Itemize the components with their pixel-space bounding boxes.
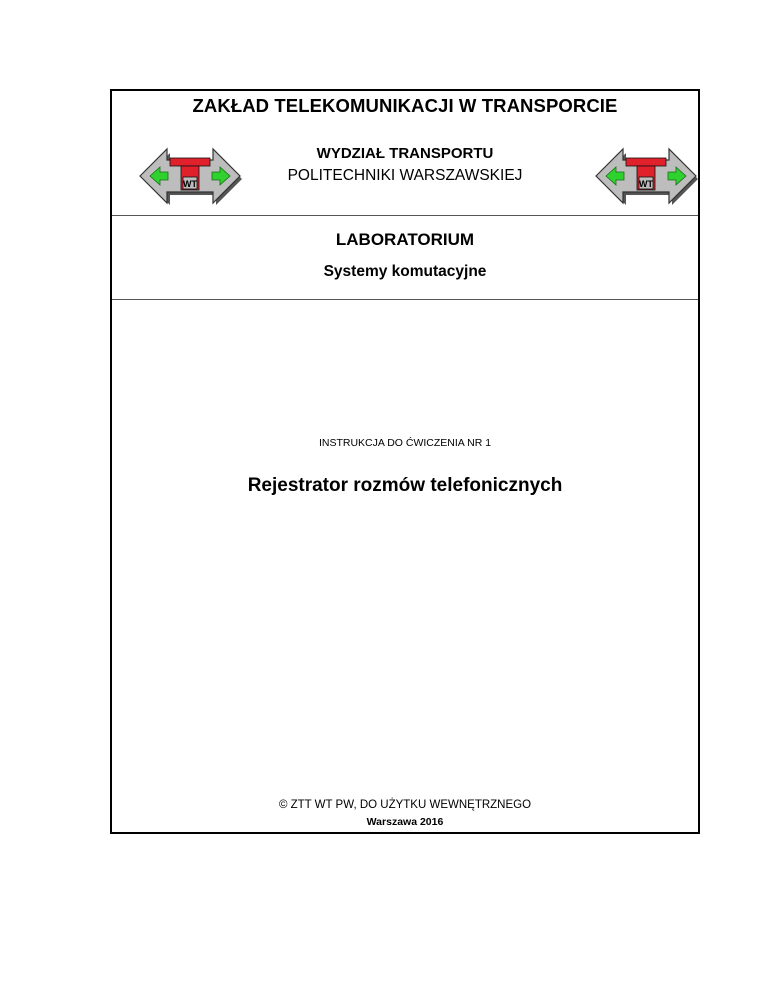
svg-text:WT: WT bbox=[183, 179, 197, 189]
instruction-label: INSTRUKCJA DO ĆWICZENIA NR 1 bbox=[318, 437, 492, 449]
wt-logo-right bbox=[594, 145, 702, 207]
exercise-section bbox=[112, 300, 698, 832]
place-year: Warszawa 2016 bbox=[366, 816, 444, 828]
subject-name: Systemy komutacyjne bbox=[323, 263, 487, 280]
title-page-frame bbox=[110, 89, 700, 834]
lab-section bbox=[112, 215, 698, 300]
header-section bbox=[112, 91, 698, 216]
department-title: ZAKŁAD TELEKOMUNIKACJI W TRANSPORCIE bbox=[192, 95, 618, 116]
svg-text:WT: WT bbox=[639, 179, 653, 189]
university-name: POLITECHNIKI WARSZAWSKIEJ bbox=[287, 167, 523, 184]
copyright-notice: © ZTT WT PW, DO UŻYTKU WEWNĘTRZNEGO bbox=[278, 799, 532, 811]
lab-heading: LABORATORIUM bbox=[335, 230, 475, 249]
exercise-title: Rejestrator rozmów telefonicznych bbox=[247, 475, 563, 496]
faculty-name: WYDZIAŁ TRANSPORTU bbox=[316, 145, 494, 162]
